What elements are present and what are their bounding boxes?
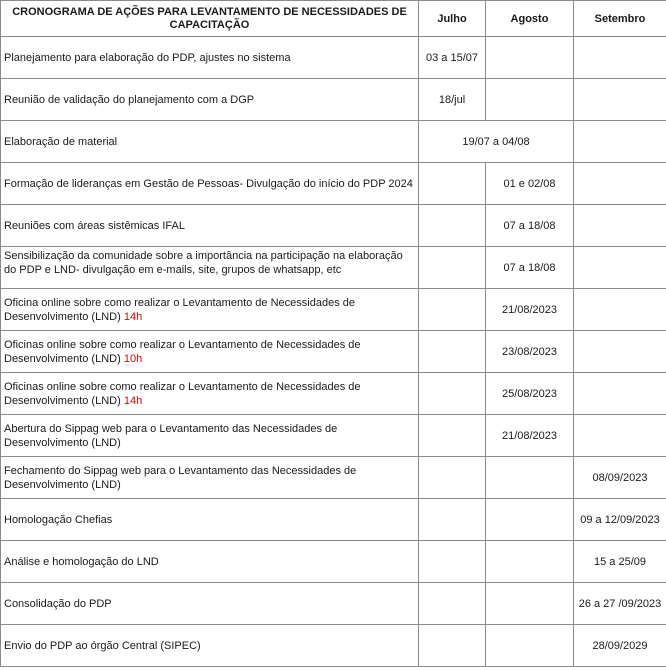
activity-cell: Envio do PDP ao órgão Central (SIPEC)	[1, 625, 419, 667]
activity-cell	[1, 289, 419, 331]
activity-cell	[1, 373, 419, 415]
august-date-cell	[486, 499, 574, 541]
column-header-august: Agosto	[486, 1, 574, 37]
table-row	[1, 373, 666, 415]
august-date-cell	[486, 625, 574, 667]
activity-cell: Formação de lideranças em Gestão de Pessoas- Divulgação do início do PDP 2024	[1, 163, 419, 205]
july-date-cell	[419, 541, 486, 583]
september-date-cell	[574, 415, 666, 457]
activity-cell: Planejamento para elaboração do PDP, ajustes no sistema	[1, 37, 419, 79]
table-row	[1, 79, 666, 121]
july-date-cell	[419, 625, 486, 667]
table-row	[1, 499, 666, 541]
time-label: 14h	[123, 310, 143, 323]
time-label: 10h	[123, 352, 143, 365]
table-row	[1, 415, 666, 457]
september-date-cell	[574, 289, 666, 331]
july-date-cell	[419, 205, 486, 247]
table-row	[1, 331, 666, 373]
activity-cell: Sensibilização da comunidade sobre a importância na participação na elaboração do PDP e LND- divulgação em e-mails, site, grupos de whatsapp, etc	[1, 247, 419, 289]
september-date-cell	[574, 205, 666, 247]
july-date-cell	[419, 583, 486, 625]
july-date-cell	[419, 331, 486, 373]
august-date-cell: 21/08/2023	[486, 289, 574, 331]
table-title: CRONOGRAMA DE AÇÕES PARA LEVANTAMENTO DE NECESSIDADES DE CAPACITAÇÃO	[1, 1, 419, 37]
activity-cell: Fechamento do Sippag web para o Levantamento das Necessidades de Desenvolvimento (LND)	[1, 457, 419, 499]
activity-cell: Homologação Chefias	[1, 499, 419, 541]
table-row	[1, 163, 666, 205]
column-header-july: Julho	[419, 1, 486, 37]
august-date-cell	[486, 541, 574, 583]
july-date-cell	[419, 499, 486, 541]
september-date-cell: 08/09/2023	[574, 457, 666, 499]
september-date-cell: 26 a 27 /09/2023	[574, 583, 666, 625]
july-date-cell	[419, 163, 486, 205]
activity-text: Oficinas online sobre como realizar o Levantamento de Necessidades de Desenvolvimento (LND)	[4, 380, 361, 407]
table-row	[1, 625, 666, 667]
july-date-cell: 03 a 15/07	[419, 37, 486, 79]
activity-cell: Abertura do Sippag web para o Levantamento das Necessidades de Desenvolvimento (LND)	[1, 415, 419, 457]
august-date-cell	[486, 457, 574, 499]
september-date-cell	[574, 331, 666, 373]
table-row	[1, 583, 666, 625]
august-date-cell: 01 e 02/08	[486, 163, 574, 205]
september-date-cell	[574, 37, 666, 79]
table-row	[1, 541, 666, 583]
header-row	[1, 1, 666, 37]
table-row	[1, 205, 666, 247]
september-date-cell	[574, 163, 666, 205]
july-august-date-cell: 19/07 a 04/08	[419, 121, 574, 163]
august-date-cell	[486, 583, 574, 625]
september-date-cell	[574, 373, 666, 415]
time-label: 14h	[123, 394, 143, 407]
table-row	[1, 121, 666, 163]
september-date-cell	[574, 121, 666, 163]
activity-cell: Reuniões com áreas sistêmicas IFAL	[1, 205, 419, 247]
august-date-cell	[486, 79, 574, 121]
table-row	[1, 457, 666, 499]
activity-cell: Elaboração de material	[1, 121, 419, 163]
activity-cell: Reunião de validação do planejamento com a DGP	[1, 79, 419, 121]
august-date-cell	[486, 37, 574, 79]
september-date-cell: 28/09/2029	[574, 625, 666, 667]
july-date-cell: 18/jul	[419, 79, 486, 121]
august-date-cell: 07 a 18/08	[486, 205, 574, 247]
table-row	[1, 289, 666, 331]
september-date-cell: 15 a 25/09	[574, 541, 666, 583]
column-header-september: Setembro	[574, 1, 666, 37]
july-date-cell	[419, 289, 486, 331]
activity-cell: Análise e homologação do LND	[1, 541, 419, 583]
september-date-cell: 09 a 12/09/2023	[574, 499, 666, 541]
activity-cell	[1, 331, 419, 373]
activity-text: Oficinas online sobre como realizar o Levantamento de Necessidades de Desenvolvimento (LND)	[4, 338, 361, 365]
table-row	[1, 247, 666, 289]
july-date-cell	[419, 415, 486, 457]
august-date-cell: 25/08/2023	[486, 373, 574, 415]
activity-text: Oficina online sobre como realizar o Levantamento de Necessidades de Desenvolvimento (LND)	[4, 296, 355, 323]
july-date-cell	[419, 247, 486, 289]
september-date-cell	[574, 79, 666, 121]
august-date-cell: 23/08/2023	[486, 331, 574, 373]
activity-cell: Consolidação do PDP	[1, 583, 419, 625]
august-date-cell: 07 a 18/08	[486, 247, 574, 289]
table-row	[1, 37, 666, 79]
july-date-cell	[419, 373, 486, 415]
july-date-cell	[419, 457, 486, 499]
august-date-cell: 21/08/2023	[486, 415, 574, 457]
september-date-cell	[574, 247, 666, 289]
